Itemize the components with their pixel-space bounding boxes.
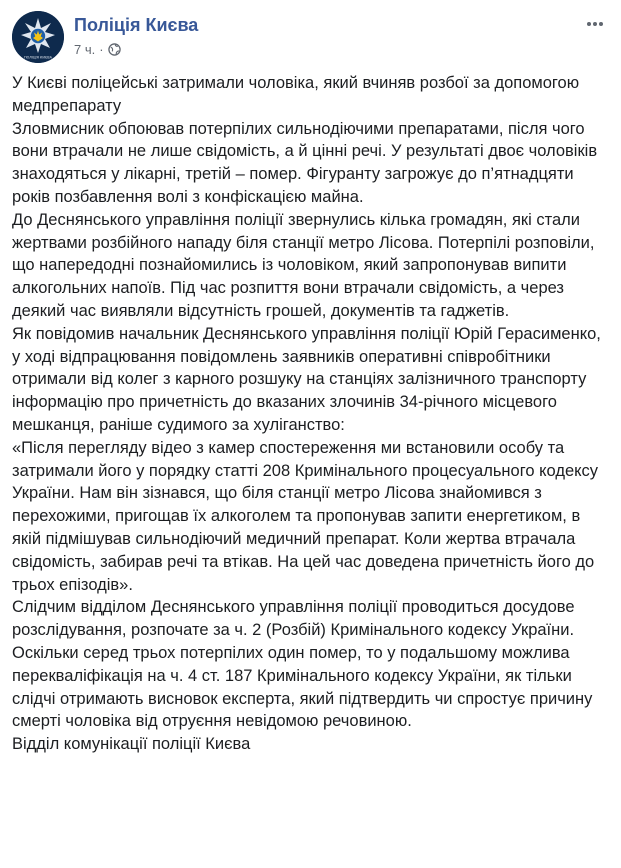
post-timestamp[interactable]: 7 ч. — [74, 42, 96, 57]
post-paragraph: Слідчим відділом Деснянського управління поліції проводиться досудове розслідування, розпочате за ч. 2 (Розбій) Кримінального кодексу України. Оскільки серед трьох потерпілих один помер, то у подальшому можлива перекваліфікація на ч. 4 ст. 187 Кримінального кодексу України, як тільки слідчі отримають висновок експерта, який підтвердить чи спростує причину смерті чоловіка від отруєння невідомою речовиною. — [12, 598, 593, 731]
globe-icon[interactable] — [108, 43, 121, 59]
post-paragraph: Як повідомив начальник Деснянського управління поліції Юрій Герасименко, у ході відпрацювання повідомлень заявників оперативні співробітники отримали від колег з карного розшуку на станціях залізничного транспорту інформацію про причетність до вказаних злочинів 34-річного місцевого мешканця, раніше судимого за хуліганство: — [12, 324, 601, 434]
more-icon — [583, 14, 607, 34]
avatar[interactable] — [12, 11, 64, 63]
avatar-caption: ПОЛІЦІЯ КИЄВА — [24, 55, 52, 60]
page-name-link[interactable]: Поліція Києва — [74, 15, 199, 35]
post-meta — [74, 42, 121, 59]
post-signature: Відділ комунікації поліції Києва — [12, 735, 251, 754]
post-header — [12, 10, 609, 66]
police-badge-icon — [12, 11, 64, 63]
post-text — [12, 72, 608, 756]
post-paragraph: До Деснянського управління поліції звернулись кілька громадян, які стали жертвами розбійного нападу біля станції метро Лісова. Потерпілі розповіли, що напередодні познайомились із чоловіком, який запропонував випити алкогольних напоїв. Під час розпиття вони втрачали свідомість, а через деякий час виявляли відсутність грошей, документів та гаджетів. — [12, 210, 595, 320]
post-paragraph: Зловмисник обпоював потерпілих сильнодіючими препаратами, після чого вони втрачали не лише свідомість, а й цінні речі. У результаті двоє чоловіків знаходяться у лікарні, третій – помер. Фігуранту загрожує до п’ятнадцяти років позбавлення волі з конфіскацією майна. — [12, 119, 598, 206]
post-quote: «Після перегляду відео з камер спостереження ми встановили особу та затримали його у порядку статті 208 Кримінального процесуального кодексу України. Нам він зізнався, що біля станції метро Лісова знайомився з перехожими, пригощав їх алкоголем та пропонував запити енергетиком, в якій підмішував сильнодіючий медичний препарат. Коли жертва втрачала свідомість, забирав речі та втікав. На цей час доведена причетність його до трьох епізодів». — [12, 438, 599, 594]
post-title: У Києві поліцейські затримали чоловіка, який вчиняв розбої за допомогою медпрепарату — [12, 74, 580, 115]
more-options-button[interactable] — [583, 14, 607, 34]
meta-separator: · — [99, 42, 104, 57]
